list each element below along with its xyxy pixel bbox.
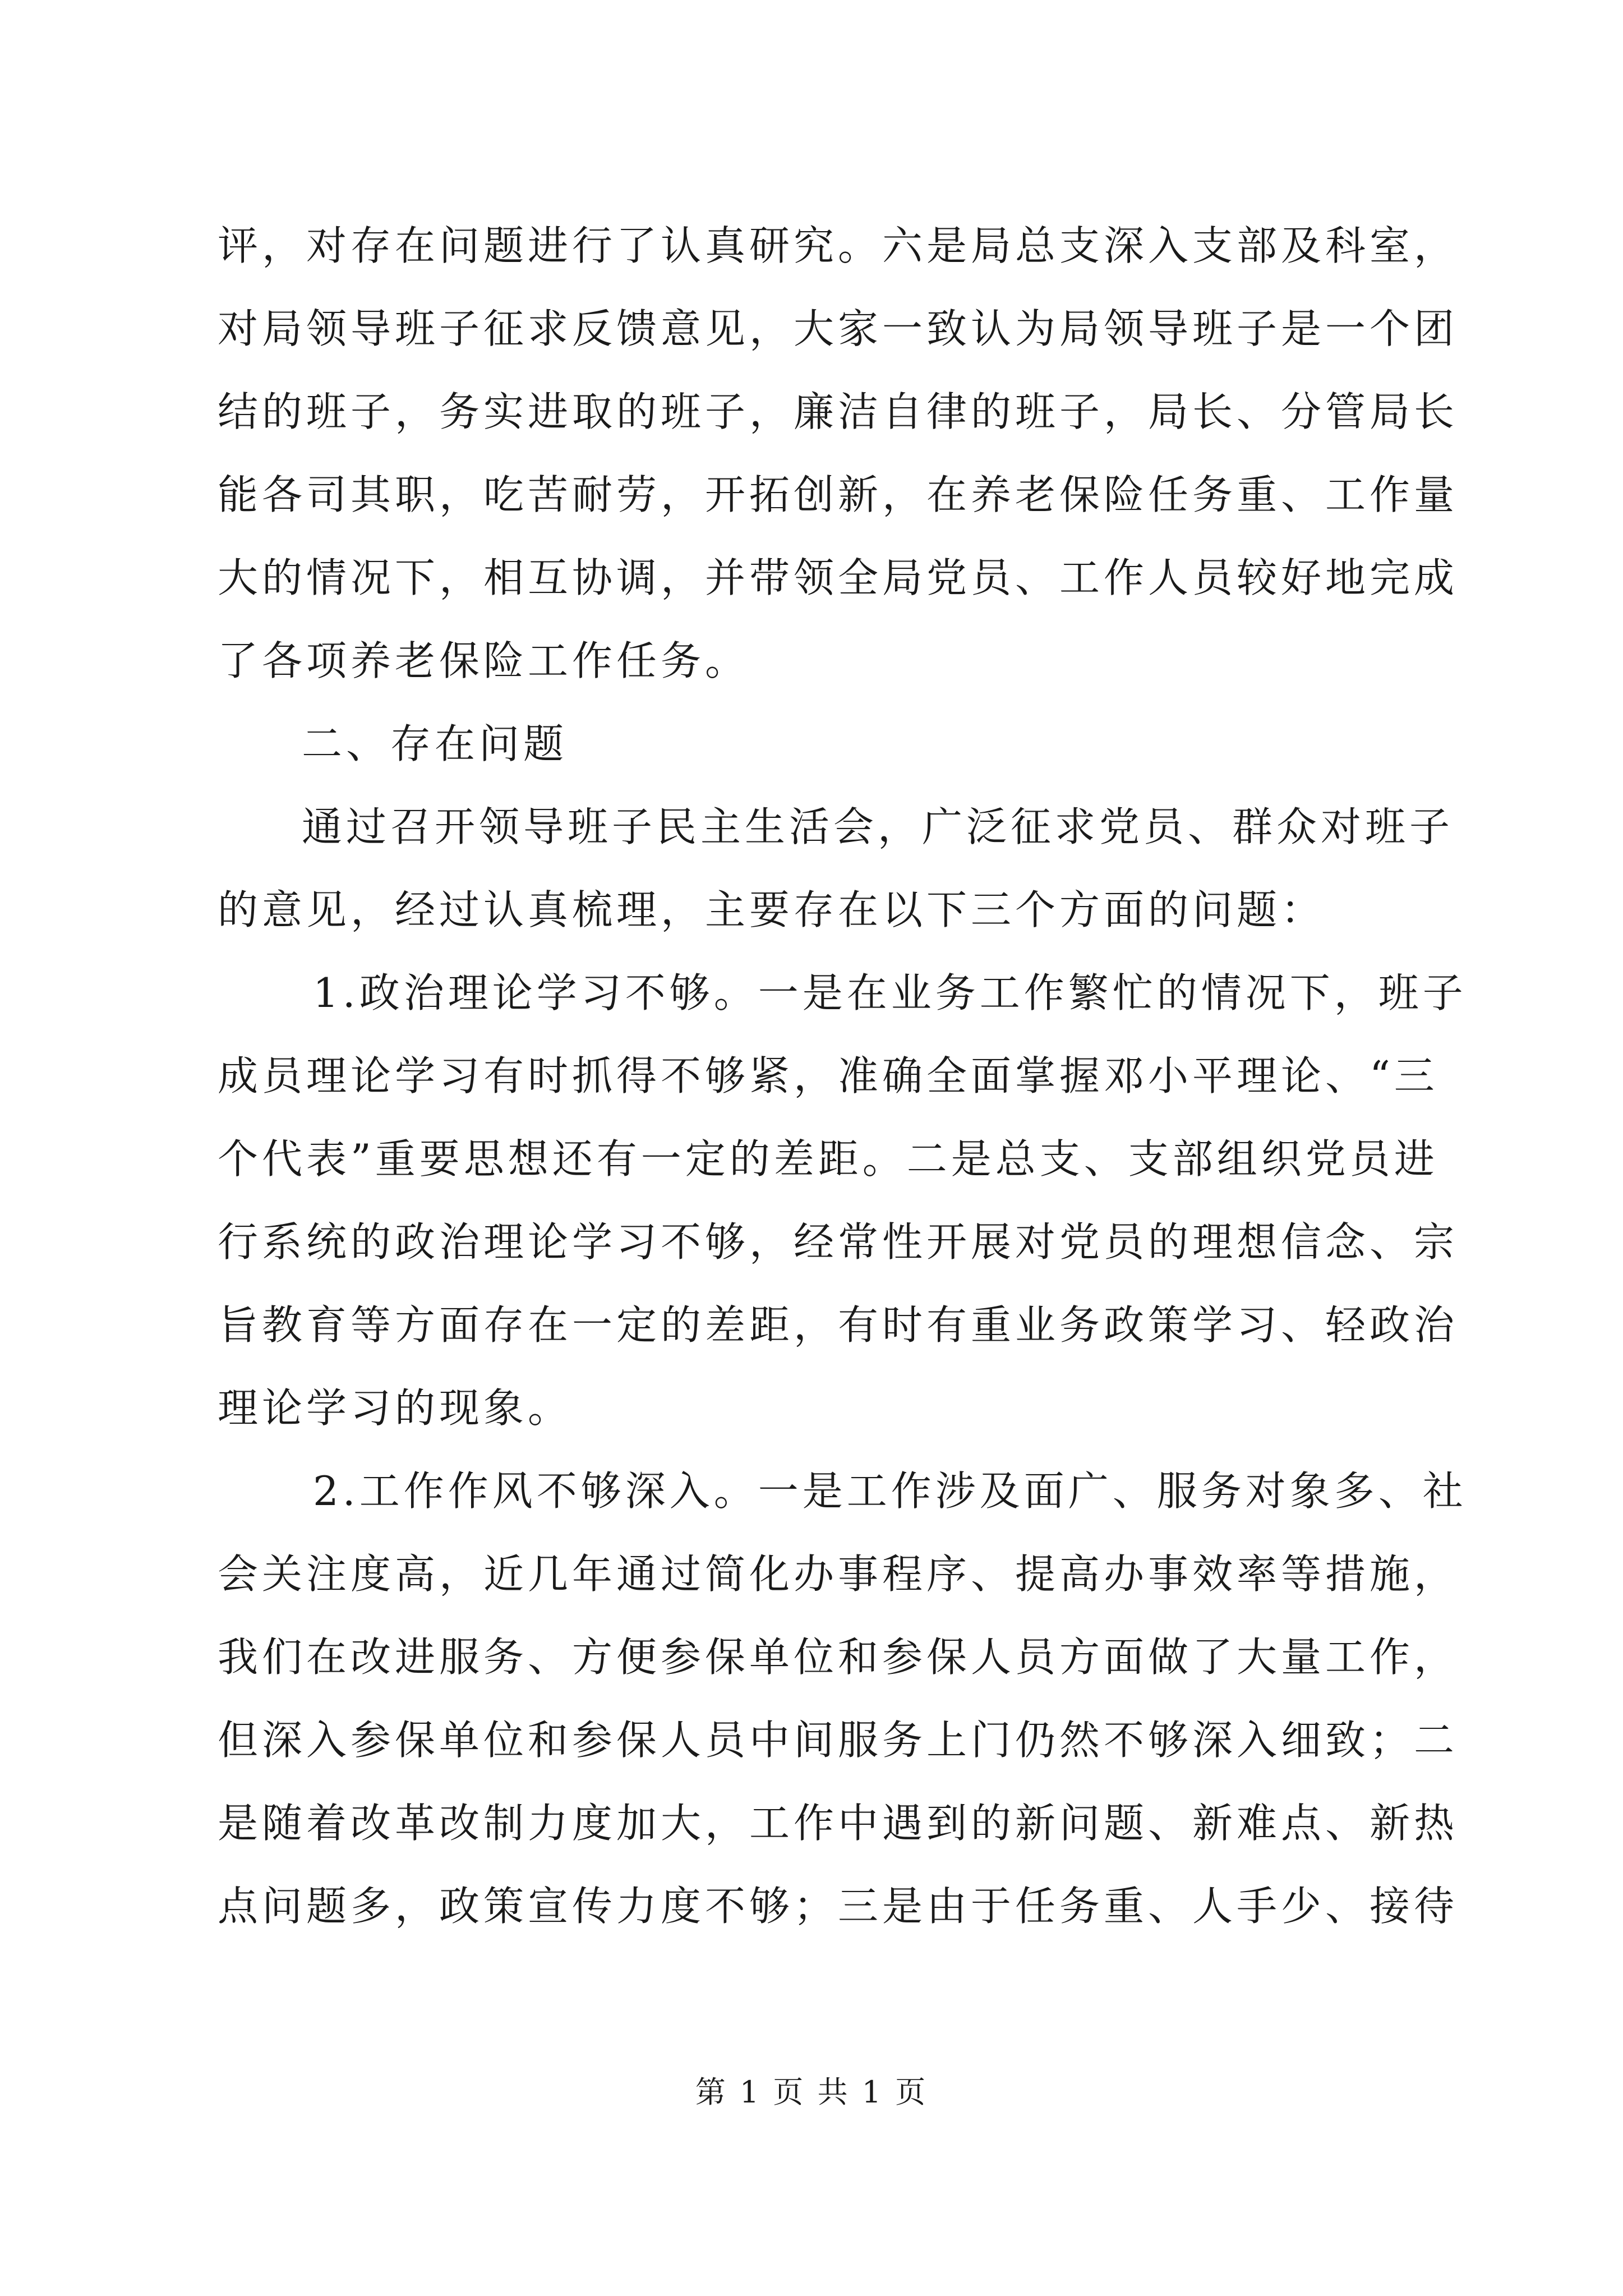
body-text-line: 行系统的政治理论学习不够，经常性开展对党员的理想信念、宗 (218, 1218, 1459, 1266)
body-text-line: 我们在改进服务、方便参保单位和参保人员方面做了大量工作， (218, 1634, 1459, 1681)
body-text-line: 是随着改革改制力度加大，工作中遇到的新问题、新难点、新热 (218, 1800, 1459, 1847)
page-footer: 第 1 页 共 1 页 (695, 2074, 928, 2110)
body-text-line: 评，对存在问题进行了认真研究。六是局总支深入支部及科室， (218, 222, 1459, 269)
section-heading: 二、存在问题 (302, 720, 568, 767)
body-text-line: 通过召开领导班子民主生活会，广泛征求党员、群众对班子 (302, 803, 1454, 850)
body-text-line: 旨教育等方面存在一定的差距，有时有重业务政策学习、轻政治 (218, 1301, 1459, 1349)
body-text-line: 成员理论学习有时抓得不够紧，准确全面掌握邓小平理论、“三 (218, 1052, 1438, 1099)
body-text-line: 能各司其职，吃苦耐劳，开拓创新，在养老保险任务重、工作量 (218, 471, 1459, 518)
body-text-line: 2.工作作风不够深入。一是工作涉及面广、服务对象多、社 (313, 1467, 1467, 1515)
body-text-line: 1.政治理论学习不够。一是在业务工作繁忙的情况下，班子 (313, 969, 1467, 1016)
body-text-line: 但深入参保单位和参保人员中间服务上门仍然不够深入细致；二 (218, 1717, 1459, 1764)
body-text-line: 点问题多，政策宣传力度不够；三是由于任务重、人手少、接待 (218, 1883, 1459, 1930)
body-text-line: 个代表”重要思想还有一定的差距。二是总支、支部组织党员进 (218, 1135, 1438, 1182)
body-text-line: 的意见，经过认真梳理，主要存在以下三个方面的问题： (218, 886, 1326, 933)
body-text-line: 理论学习的现象。 (218, 1384, 573, 1432)
body-text-line: 了各项养老保险工作任务。 (218, 637, 750, 684)
body-text-line: 结的班子，务实进取的班子，廉洁自律的班子，局长、分管局长 (218, 388, 1459, 435)
body-text-line: 会关注度高，近几年通过简化办事程序、提高办事效率等措施， (218, 1550, 1459, 1598)
body-text-line: 大的情况下，相互协调，并带领全局党员、工作人员较好地完成 (218, 554, 1459, 601)
body-text-line: 对局领导班子征求反馈意见，大家一致认为局领导班子是一个团 (218, 305, 1459, 352)
